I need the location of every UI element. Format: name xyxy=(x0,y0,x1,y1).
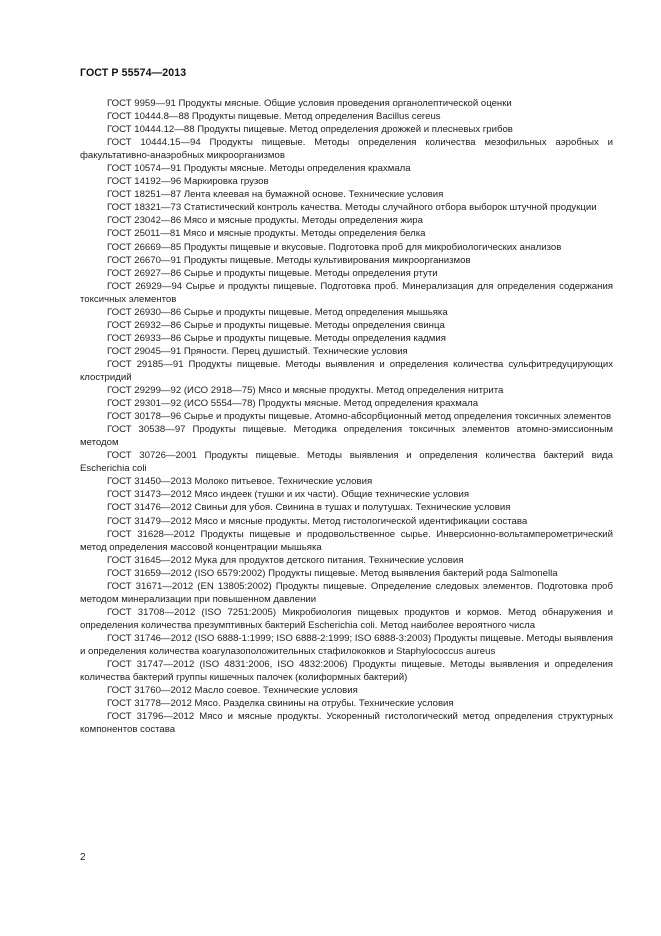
normative-references-list xyxy=(80,97,613,736)
reference-entry: ГОСТ 10444.12—88 Продукты пищевые. Метод определения дрожжей и плесневых грибов xyxy=(107,124,513,136)
reference-entry: ГОСТ 30538—97 Продукты пищевые. Методика определения токсичных элементов атомно-эмиссионным методом xyxy=(80,424,613,449)
reference-entry: ГОСТ 25011—81 Мясо и мясные продукты. Методы определения белка xyxy=(107,228,426,240)
reference-entry: ГОСТ 26929—94 Сырье и продукты пищевые. Подготовка проб. Минерализация для определения содержания токсичных элементов xyxy=(80,280,613,305)
reference-entry: ГОСТ 29045—91 Пряности. Перец душистый. Технические условия xyxy=(107,345,408,357)
reference-entry: ГОСТ 18321—73 Статистический контроль качества. Методы случайного отбора выборок штучной продукции xyxy=(107,202,597,214)
reference-entry: ГОСТ 29299—92 (ИСО 2918—75) Мясо и мясные продукты. Метод определения нитрита xyxy=(107,385,504,397)
page-number: 2 xyxy=(80,852,86,863)
reference-entry: ГОСТ 26927—86 Сырье и продукты пищевые. Методы определения ртути xyxy=(107,267,438,279)
reference-entry: ГОСТ 26933—86 Сырье и продукты пищевые. Методы определения кадмия xyxy=(107,332,446,344)
reference-entry: ГОСТ 31778—2012 Мясо. Разделка свинины на отрубы. Технические условия xyxy=(107,698,454,710)
reference-entry: ГОСТ 31760—2012 Масло соевое. Технические условия xyxy=(107,685,358,697)
reference-entry: ГОСТ 30726—2001 Продукты пищевые. Методы выявления и определения количества бактерий вида Escherichia coli xyxy=(80,450,613,475)
reference-entry: ГОСТ 23042—86 Мясо и мясные продукты. Методы определения жира xyxy=(107,215,423,227)
reference-entry: ГОСТ 26932—86 Сырье и продукты пищевые. Методы определения свинца xyxy=(107,319,445,331)
reference-entry: ГОСТ 10444.8—88 Продукты пищевые. Метод определения Bacillus cereus xyxy=(107,111,441,123)
reference-entry: ГОСТ 10574—91 Продукты мясные. Методы определения крахмала xyxy=(107,163,411,175)
reference-entry: ГОСТ 31659—2012 (ISO 6579:2002) Продукты пищевые. Метод выявления бактерий рода Salmonella xyxy=(107,567,558,579)
reference-entry: ГОСТ 18251—87 Лента клеевая на бумажной основе. Технические условия xyxy=(107,189,444,201)
reference-entry: ГОСТ 31628—2012 Продукты пищевые и продовольственное сырье. Инверсионно-вольтамперометрический метод определения массовой концентрации мышьяка xyxy=(80,528,613,553)
reference-entry: ГОСТ 31796—2012 Мясо и мясные продукты. Ускоренный гистологический метод определения структурных компонентов состава xyxy=(80,711,613,736)
reference-entry: ГОСТ 31708—2012 (ISO 7251:2005) Микробиология пищевых продуктов и кормов. Метод обнаружения и определения количества презумптивных бактерий Escherichia coli. Метод наиболее вероятного числа xyxy=(80,606,613,631)
reference-entry: ГОСТ 31746—2012 (ISO 6888-1:1999; ISO 6888-2:1999; ISO 6888-3:2003) Продукты пищевые. Методы выявления и определения количества коагулазоположительных стафилококков и Staphylococcus aureus xyxy=(80,632,613,657)
reference-entry: ГОСТ 14192—96 Маркировка грузов xyxy=(107,176,269,188)
reference-entry: ГОСТ 31450—2013 Молоко питьевое. Технические условия xyxy=(107,476,373,488)
reference-entry: ГОСТ 31479—2012 Мясо и мясные продукты. Метод гистологической идентификации состава xyxy=(107,515,528,527)
reference-entry: ГОСТ 26930—86 Сырье и продукты пищевые. Метод определения мышьяка xyxy=(107,306,448,318)
reference-entry: ГОСТ 31671—2012 (EN 13805:2002) Продукты пищевые. Определение следовых элементов. Подготовка проб методом минерализации при повышенном давлении xyxy=(80,580,613,605)
reference-entry: ГОСТ 31747—2012 (ISO 4831:2006, ISO 4832:2006) Продукты пищевые. Методы выявления и определения количества бактерий группы кишечных палочек (колиформных бактерий) xyxy=(80,659,613,684)
reference-entry: ГОСТ 26669—85 Продукты пищевые и вкусовые. Подготовка проб для микробиологических анализов xyxy=(107,241,562,253)
document-header: ГОСТ Р 55574—2013 xyxy=(80,67,187,79)
reference-entry: ГОСТ 30178—96 Сырье и продукты пищевые. Атомно-абсорбционный метод определения токсичных элементов xyxy=(107,411,612,423)
reference-entry: ГОСТ 10444.15—94 Продукты пищевые. Методы определения количества мезофильных аэробных и факультативно-анаэробных микроорганизмов xyxy=(80,137,613,162)
reference-entry: ГОСТ 29301—92 (ИСО 5554—78) Продукты мясные. Метод определения крахмала xyxy=(107,398,479,410)
reference-entry: ГОСТ 31645—2012 Мука для продуктов детского питания. Технические условия xyxy=(107,554,464,566)
reference-entry: ГОСТ 31473—2012 Мясо индеек (тушки и их части). Общие технические условия xyxy=(107,489,470,501)
reference-entry: ГОСТ 26670—91 Продукты пищевые. Методы культивирования микроорганизмов xyxy=(107,254,471,266)
reference-entry: ГОСТ 9959—91 Продукты мясные. Общие условия проведения органолептической оценки xyxy=(107,98,512,109)
reference-entry: ГОСТ 31476—2012 Свиньи для убоя. Свинина в тушах и полутушах. Технические условия xyxy=(107,502,511,514)
reference-entry: ГОСТ 29185—91 Продукты пищевые. Методы выявления и определения количества сульфитредуцирующих клостридий xyxy=(80,358,613,383)
